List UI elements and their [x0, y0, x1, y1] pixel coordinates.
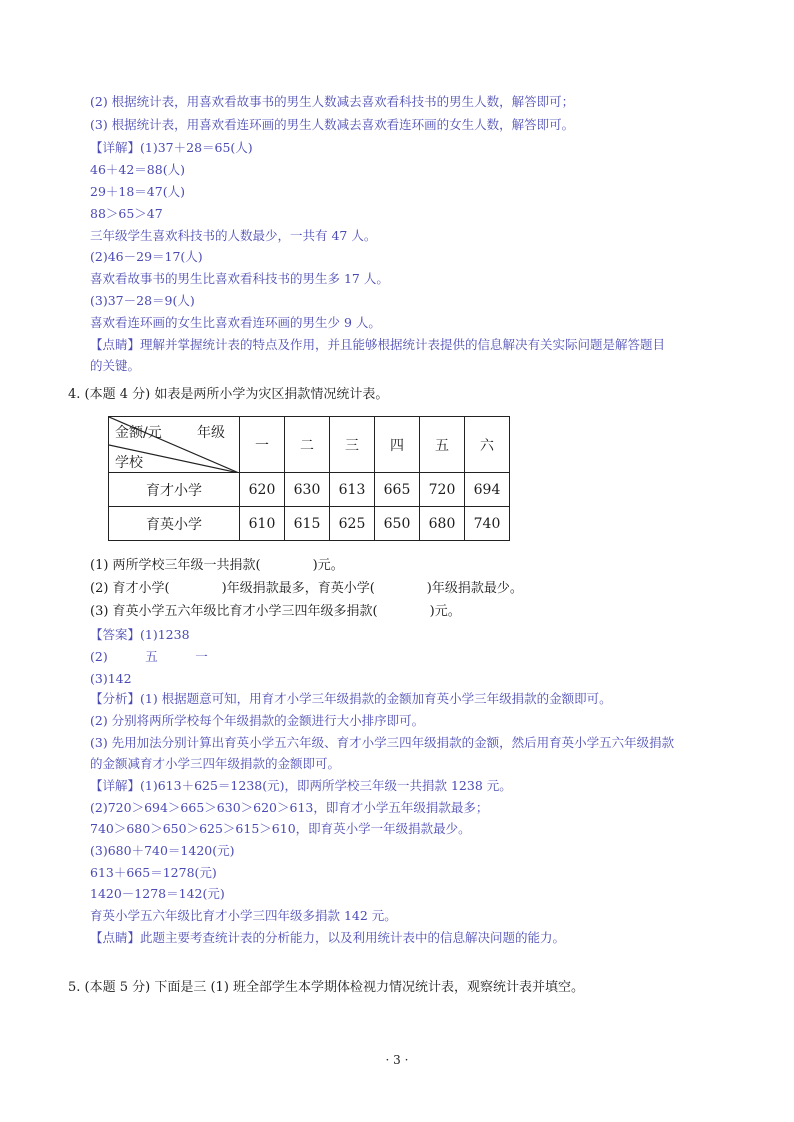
table-cell: 630 — [285, 473, 330, 507]
answer-line: (3)680＋740＝1420(元) — [90, 843, 235, 858]
table-cell: 613 — [330, 473, 375, 507]
table-cell: 740 — [465, 507, 510, 541]
table-cell: 625 — [330, 507, 375, 541]
text-line: 喜欢看连环画的女生比喜欢看连环画的男生少 9 人。 — [90, 315, 381, 330]
text-line: (3)37－28＝9(人) — [90, 293, 195, 308]
subquestion: (1) 两所学校三年级一共捐款( )元。 — [90, 558, 344, 573]
answer-line: (2) 分别将两所学校每个年级捐款的金额进行大小排序即可。 — [90, 713, 425, 728]
answer-line: 【答案】(1)1238 — [90, 627, 190, 642]
answer-line: (3) 先用加法分别计算出育英小学五六年级、育才小学三四年级捐款的金额，然后用育英小学五六年级捐款 — [90, 735, 675, 750]
answer-line: 育英小学五六年级比育才小学三四年级多捐款 142 元。 — [90, 908, 397, 923]
table-cell: 610 — [240, 507, 285, 541]
text-line: 三年级学生喜欢科技书的人数最少，一共有 47 人。 — [90, 228, 377, 243]
page-number: · 3 · — [385, 1053, 409, 1067]
header-grade-label: 年级 — [197, 425, 225, 441]
school-name: 育才小学 — [109, 473, 240, 507]
table-cell: 615 — [285, 507, 330, 541]
donation-table — [108, 416, 510, 541]
question-5-title: 5. (本题 5 分) 下面是三 (1) 班全部学生本学期体检视力情况统计表，观察统计表并填空。 — [68, 980, 585, 995]
table-cell: 650 — [375, 507, 420, 541]
grade-header: 六 — [465, 417, 510, 473]
grade-header: 一 — [240, 417, 285, 473]
header-school-label: 学校 — [115, 455, 143, 471]
answer-line: 740＞680＞650＞625＞615＞610，即育英小学一年级捐款最少。 — [90, 821, 471, 836]
table-cell: 665 — [375, 473, 420, 507]
answer-line: 1420－1278＝142(元) — [90, 886, 225, 901]
text-line: 46＋42＝88(人) — [90, 162, 185, 177]
school-name: 育英小学 — [109, 507, 240, 541]
table-cell: 680 — [420, 507, 465, 541]
table-cell: 620 — [240, 473, 285, 507]
diagonal-header-cell — [109, 417, 240, 473]
answer-line: 的金额减育才小学三四年级捐款的金额即可。 — [90, 756, 341, 771]
text-line: 的关键。 — [90, 358, 141, 373]
text-line: 【详解】(1)37＋28＝65(人) — [90, 140, 253, 155]
answer-line: (3)142 — [90, 671, 132, 686]
answer-line: 【点睛】此题主要考查统计表的分析能力，以及利用统计表中的信息解决问题的能力。 — [90, 930, 566, 945]
text-line: (2) 根据统计表，用喜欢看故事书的男生人数减去喜欢看科技书的男生人数，解答即可； — [90, 94, 575, 109]
text-line: 88＞65＞47 — [90, 206, 163, 221]
header-amount-label: 金额/元 — [115, 425, 162, 441]
subquestion: (2) 育才小学( )年级捐款最多，育英小学( )年级捐款最少。 — [90, 581, 523, 596]
grade-header: 五 — [420, 417, 465, 473]
table-row — [109, 473, 510, 507]
text-line: 【点睛】理解并掌握统计表的特点及作用，并且能够根据统计表提供的信息解决有关实际问题是解答题目 — [90, 337, 666, 352]
question-4-title: 4. (本题 4 分) 如表是两所小学为灾区捐款情况统计表。 — [68, 387, 389, 402]
text-line: 29＋18＝47(人) — [90, 184, 185, 199]
subquestion: (3) 育英小学五六年级比育才小学三四年级多捐款( )元。 — [90, 604, 461, 619]
grade-header: 三 — [330, 417, 375, 473]
text-line: (2)46－29＝17(人) — [90, 249, 203, 264]
table-cell: 720 — [420, 473, 465, 507]
answer-line: 【分析】(1) 根据题意可知，用育才小学三年级捐款的金额加育英小学三年级捐款的金额即可。 — [90, 691, 612, 706]
table-cell: 694 — [465, 473, 510, 507]
text-line: (3) 根据统计表，用喜欢看连环画的男生人数减去喜欢看连环画的女生人数，解答即可。 — [90, 117, 575, 132]
grade-header: 二 — [285, 417, 330, 473]
text-line: 喜欢看故事书的男生比喜欢看科技书的男生多 17 人。 — [90, 271, 389, 286]
grade-header: 四 — [375, 417, 420, 473]
answer-line: (2) 五 一 — [90, 649, 208, 664]
table-row — [109, 507, 510, 541]
answer-line: 【详解】(1)613＋625＝1238(元)，即两所学校三年级一共捐款 1238 元。 — [90, 778, 512, 793]
answer-line: 613＋665＝1278(元) — [90, 865, 217, 880]
answer-line: (2)720＞694＞665＞630＞620＞613，即育才小学五年级捐款最多； — [90, 800, 489, 815]
